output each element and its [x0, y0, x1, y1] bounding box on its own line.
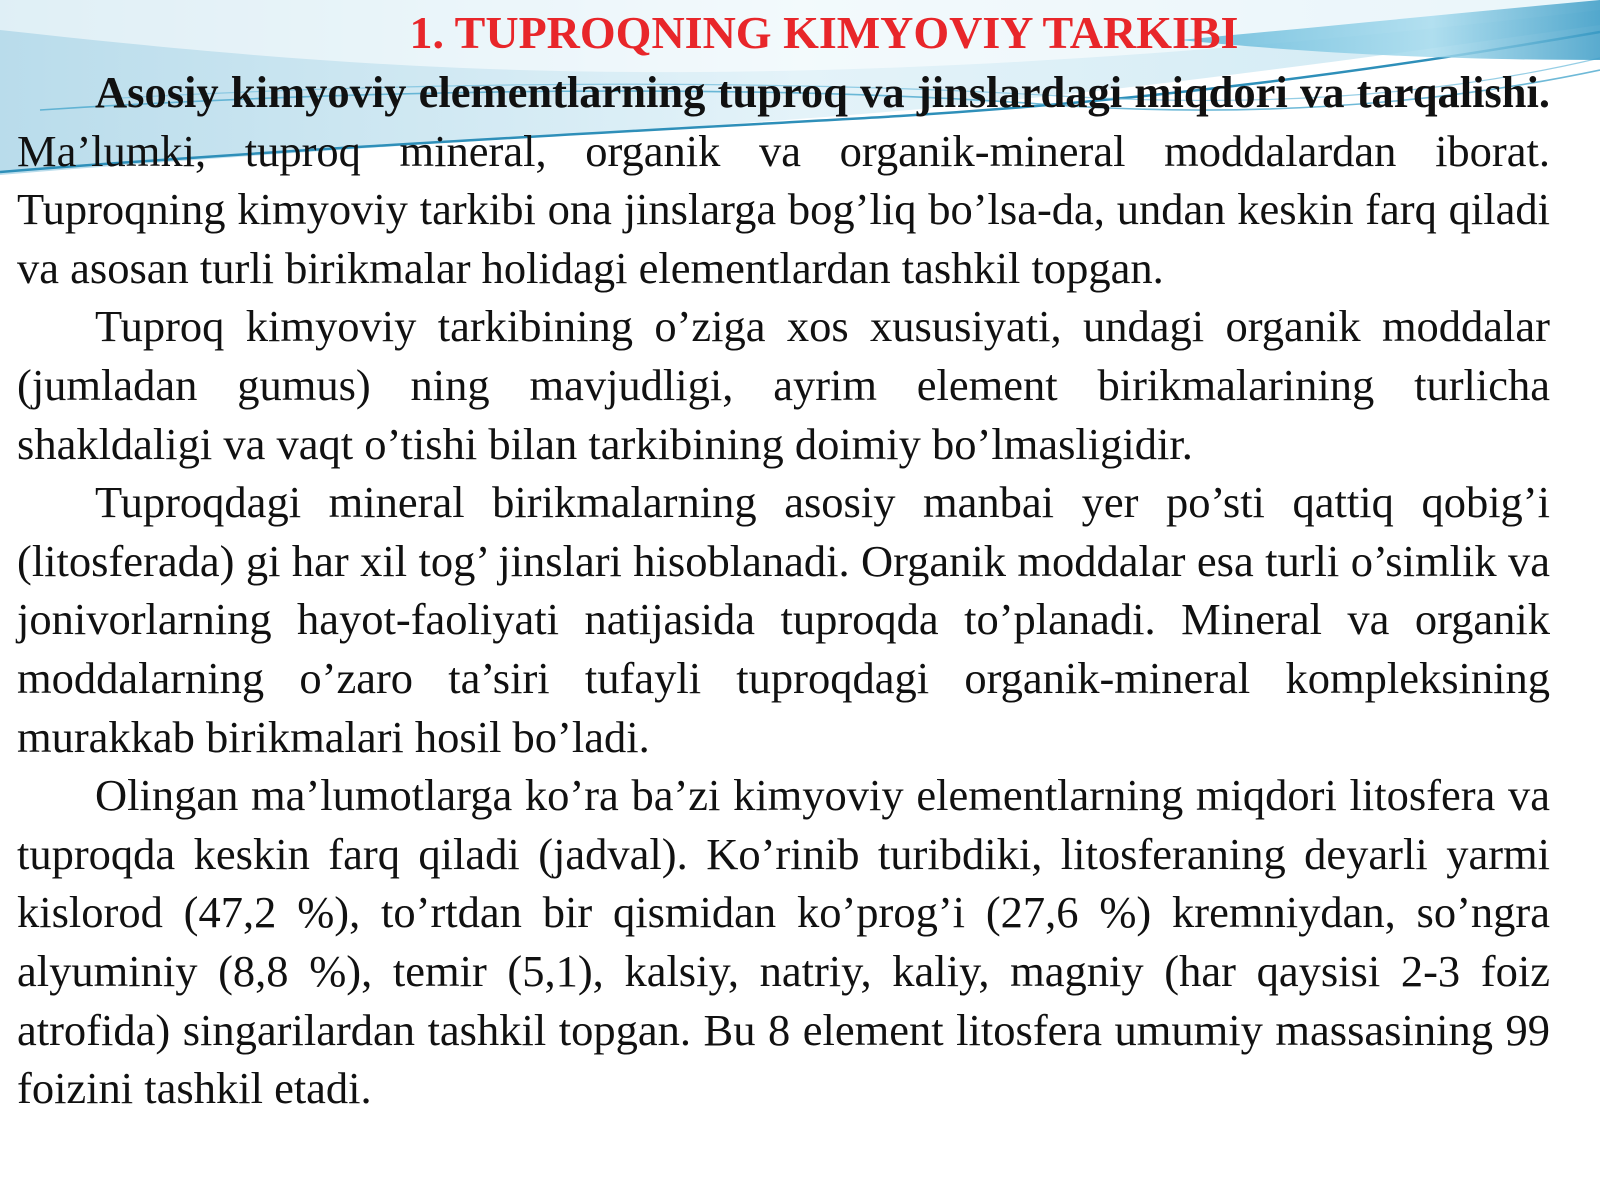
paragraph-1	[17, 63, 1550, 297]
paragraph-4: Olingan ma’lumotlarga ko’ra ba’zi kimyoviy elementlarning miqdori litosfera va tuproqda keskin farq qiladi (jadval). Ko’rinib turibdiki, litosferaning deyarli yarmi kislorod (47,2 %), to’rtdan bir qismidan ko’prog’i (27,6 %) kremniydan, so’ngra alyuminiy (8,8 %), temir (5,1), kalsiy, natriy, kaliy, magniy (har qaysisi 2-3 foiz atrofida) singarilardan tashkil topgan. Bu 8 element litosfera umumiy massasining 99 foizini tashkil etadi.	[17, 770, 1550, 1114]
paragraph-2: Tuproq kimyoviy tarkibining o’ziga xos xususiyati, undagi organik moddalar (jumladan gumus) ning mavjudligi, ayrim element birikmalarining turlicha shakldaligi va vaqt o’tishi bilan tarkibining doimiy bo’lmasligidir.	[17, 301, 1550, 469]
paragraph-1-text: Ma’lumki, tuproq mineral, organik va organik-mineral moddalardan iborat. Tuproqning kimyoviy tarkibi ona jinslarga bog’liq bo’lsa-da, undan keskin farq qiladi va asosan turli birikmalar holidagi elementlardan tashkil topgan.	[17, 125, 1550, 293]
paragraph-1-bold-lead: Asosiy kimyoviy elementlarning tuproq va jinslardagi miqdori va tarqalishi.	[95, 67, 1550, 117]
body-text	[17, 63, 1550, 1118]
slide-title: 1. TUPROQNING KIMYOVIY TARKIBI	[409, 7, 1239, 58]
paragraph-3: Tuproqdagi mineral birikmalarning asosiy manbai yer po’sti qattiq qobig’i (litosferada) gi har xil tog’ jinslari hisoblanadi. Organik moddalar esa turli o’simlik va jonivorlarning hayot-faoliyati natijasida tuproqda to’planadi. Mineral va organik moddalarning o’zaro ta’siri tufayli tuproqdagi organik-mineral kompleksining murakkab birikmalari hosil bo’ladi.	[17, 477, 1550, 762]
